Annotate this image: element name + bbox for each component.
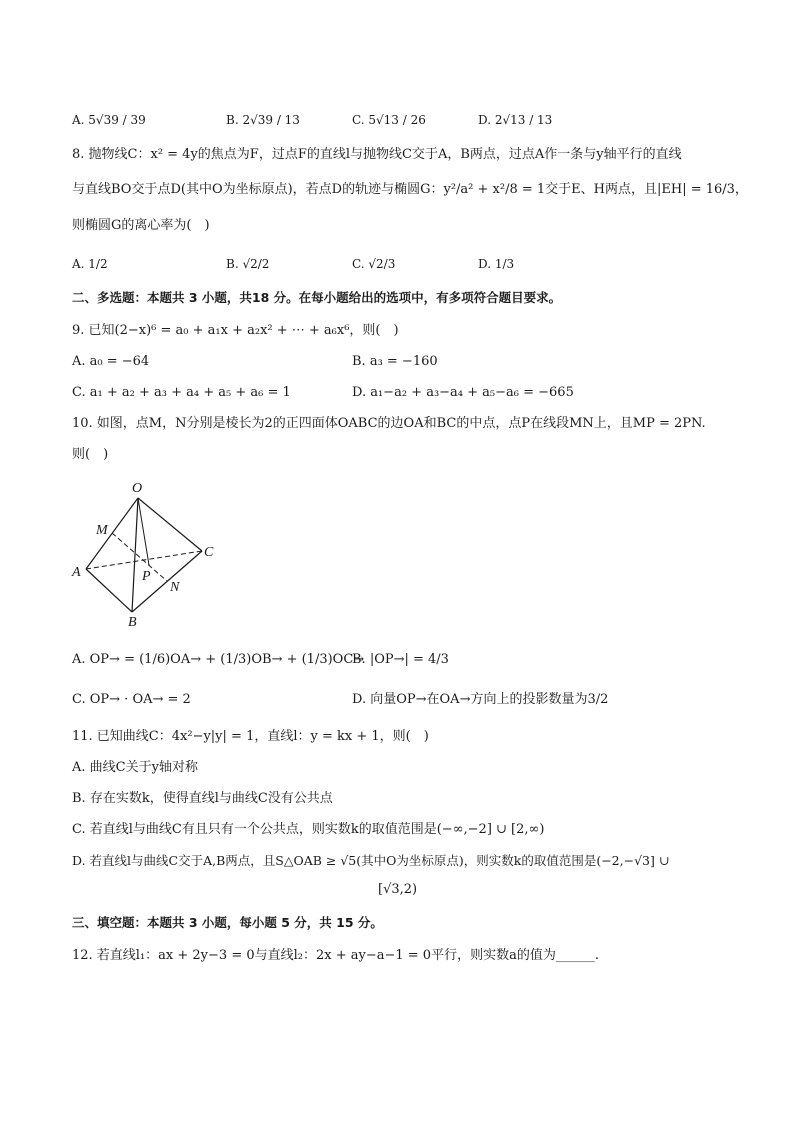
edge-ab — [86, 569, 132, 612]
q8-stem-line1: 8. 抛物线C：x² = 4y的焦点为F，过点F的直线l与抛物线C交于A，B两点，过点A作一条与y轴平行的直线 — [72, 147, 682, 162]
q10-stem-line2: 则( ) — [72, 447, 109, 462]
label-b: B — [128, 615, 137, 628]
q9-option-a: A. a₀ = −64 — [72, 354, 150, 369]
q11-option-d-line1: D. 若直线l与曲线C交于A,B两点，且S△OAB ≥ √5(其中O为坐标原点)，则实数k的取值范围是(−2,−√3] ∪ — [72, 853, 670, 868]
tetrahedron-figure — [70, 476, 230, 628]
q7-option-c: C. 5√13 / 26 — [352, 113, 426, 127]
q11-option-d-line2: [√3,2) — [378, 882, 418, 897]
q8-option-d: D. 1/3 — [478, 257, 515, 271]
tetrahedron-diagram — [70, 476, 230, 628]
label-p: P — [142, 569, 151, 584]
q9-option-b: B. a₃ = −160 — [352, 354, 438, 369]
q10-option-d: D. 向量OP→在OA→方向上的投影数量为3/2 — [352, 692, 609, 707]
q11-option-c: C. 若直线l与曲线C有且只有一个公共点，则实数k的取值范围是(−∞,−2] ∪ [2,∞) — [72, 822, 545, 837]
q9-stem: 9. 已知(2−x)⁶ = a₀ + a₁x + a₂x² + ⋯ + a₆x⁶，则( ) — [72, 323, 399, 338]
section-heading-fill-in: 三、填空题：本题共 3 小题，每小题 5 分，共 15 分。 — [72, 915, 383, 930]
label-o: O — [132, 481, 143, 496]
edge-oc — [138, 498, 202, 551]
q11-option-b: B. 存在实数k，使得直线l与曲线C没有公共点 — [72, 791, 333, 806]
label-m: M — [96, 523, 108, 538]
q9-option-d: D. a₁−a₂ + a₃−a₄ + a₅−a₆ = −665 — [352, 385, 574, 400]
section-heading-multiple-choice: 二、多选题：本题共 3 小题，共18 分。在每小题给出的选项中，有多项符合题目要求。 — [72, 290, 562, 305]
label-a: A — [72, 565, 81, 580]
q10-stem-line1: 10. 如图，点M，N分别是棱长为2的正四面体OABC的边OA和BC的中点，点P在线段MN上，且MP = 2PN. — [72, 416, 706, 431]
q7-option-b: B. 2√39 / 13 — [226, 113, 300, 127]
q8-option-b: B. √2/2 — [226, 257, 270, 271]
segment-mn — [112, 533, 167, 581]
q8-stem-line3: 则椭圆G的离心率为( ) — [72, 218, 210, 233]
q7-option-a: A. 5√39 / 39 — [72, 113, 146, 127]
q10-option-a: A. OP→ = (1/6)OA→ + (1/3)OB→ + (1/3)OC→ — [72, 652, 365, 667]
q11-stem: 11. 已知曲线C：4x²−y|y| = 1，直线l：y = kx + 1，则( ) — [72, 729, 429, 744]
q8-option-a: A. 1/2 — [72, 257, 108, 271]
segment-op — [138, 498, 149, 565]
q9-option-c: C. a₁ + a₂ + a₃ + a₄ + a₅ + a₆ = 1 — [72, 385, 291, 400]
q10-option-b: B. |OP→| = 4/3 — [352, 652, 449, 667]
q8-option-c: C. √2/3 — [352, 257, 396, 271]
q7-option-d: D. 2√13 / 13 — [478, 113, 553, 127]
q11-option-a: A. 曲线C关于y轴对称 — [72, 760, 198, 775]
q10-option-c: C. OP→ · OA→ = 2 — [72, 692, 191, 707]
label-c: C — [204, 545, 214, 560]
label-n: N — [170, 580, 180, 595]
q12-stem: 12. 若直线l₁：ax + 2y−3 = 0与直线l₂：2x + ay−a−1 = 0平行，则实数a的值为______. — [72, 948, 599, 963]
q8-stem-line2: 与直线BO交于点D(其中O为坐标原点)，若点D的轨迹与椭圆G：y²/a² + x²/8 = 1交于E、H两点，且|EH| = 16/3， — [72, 182, 748, 197]
